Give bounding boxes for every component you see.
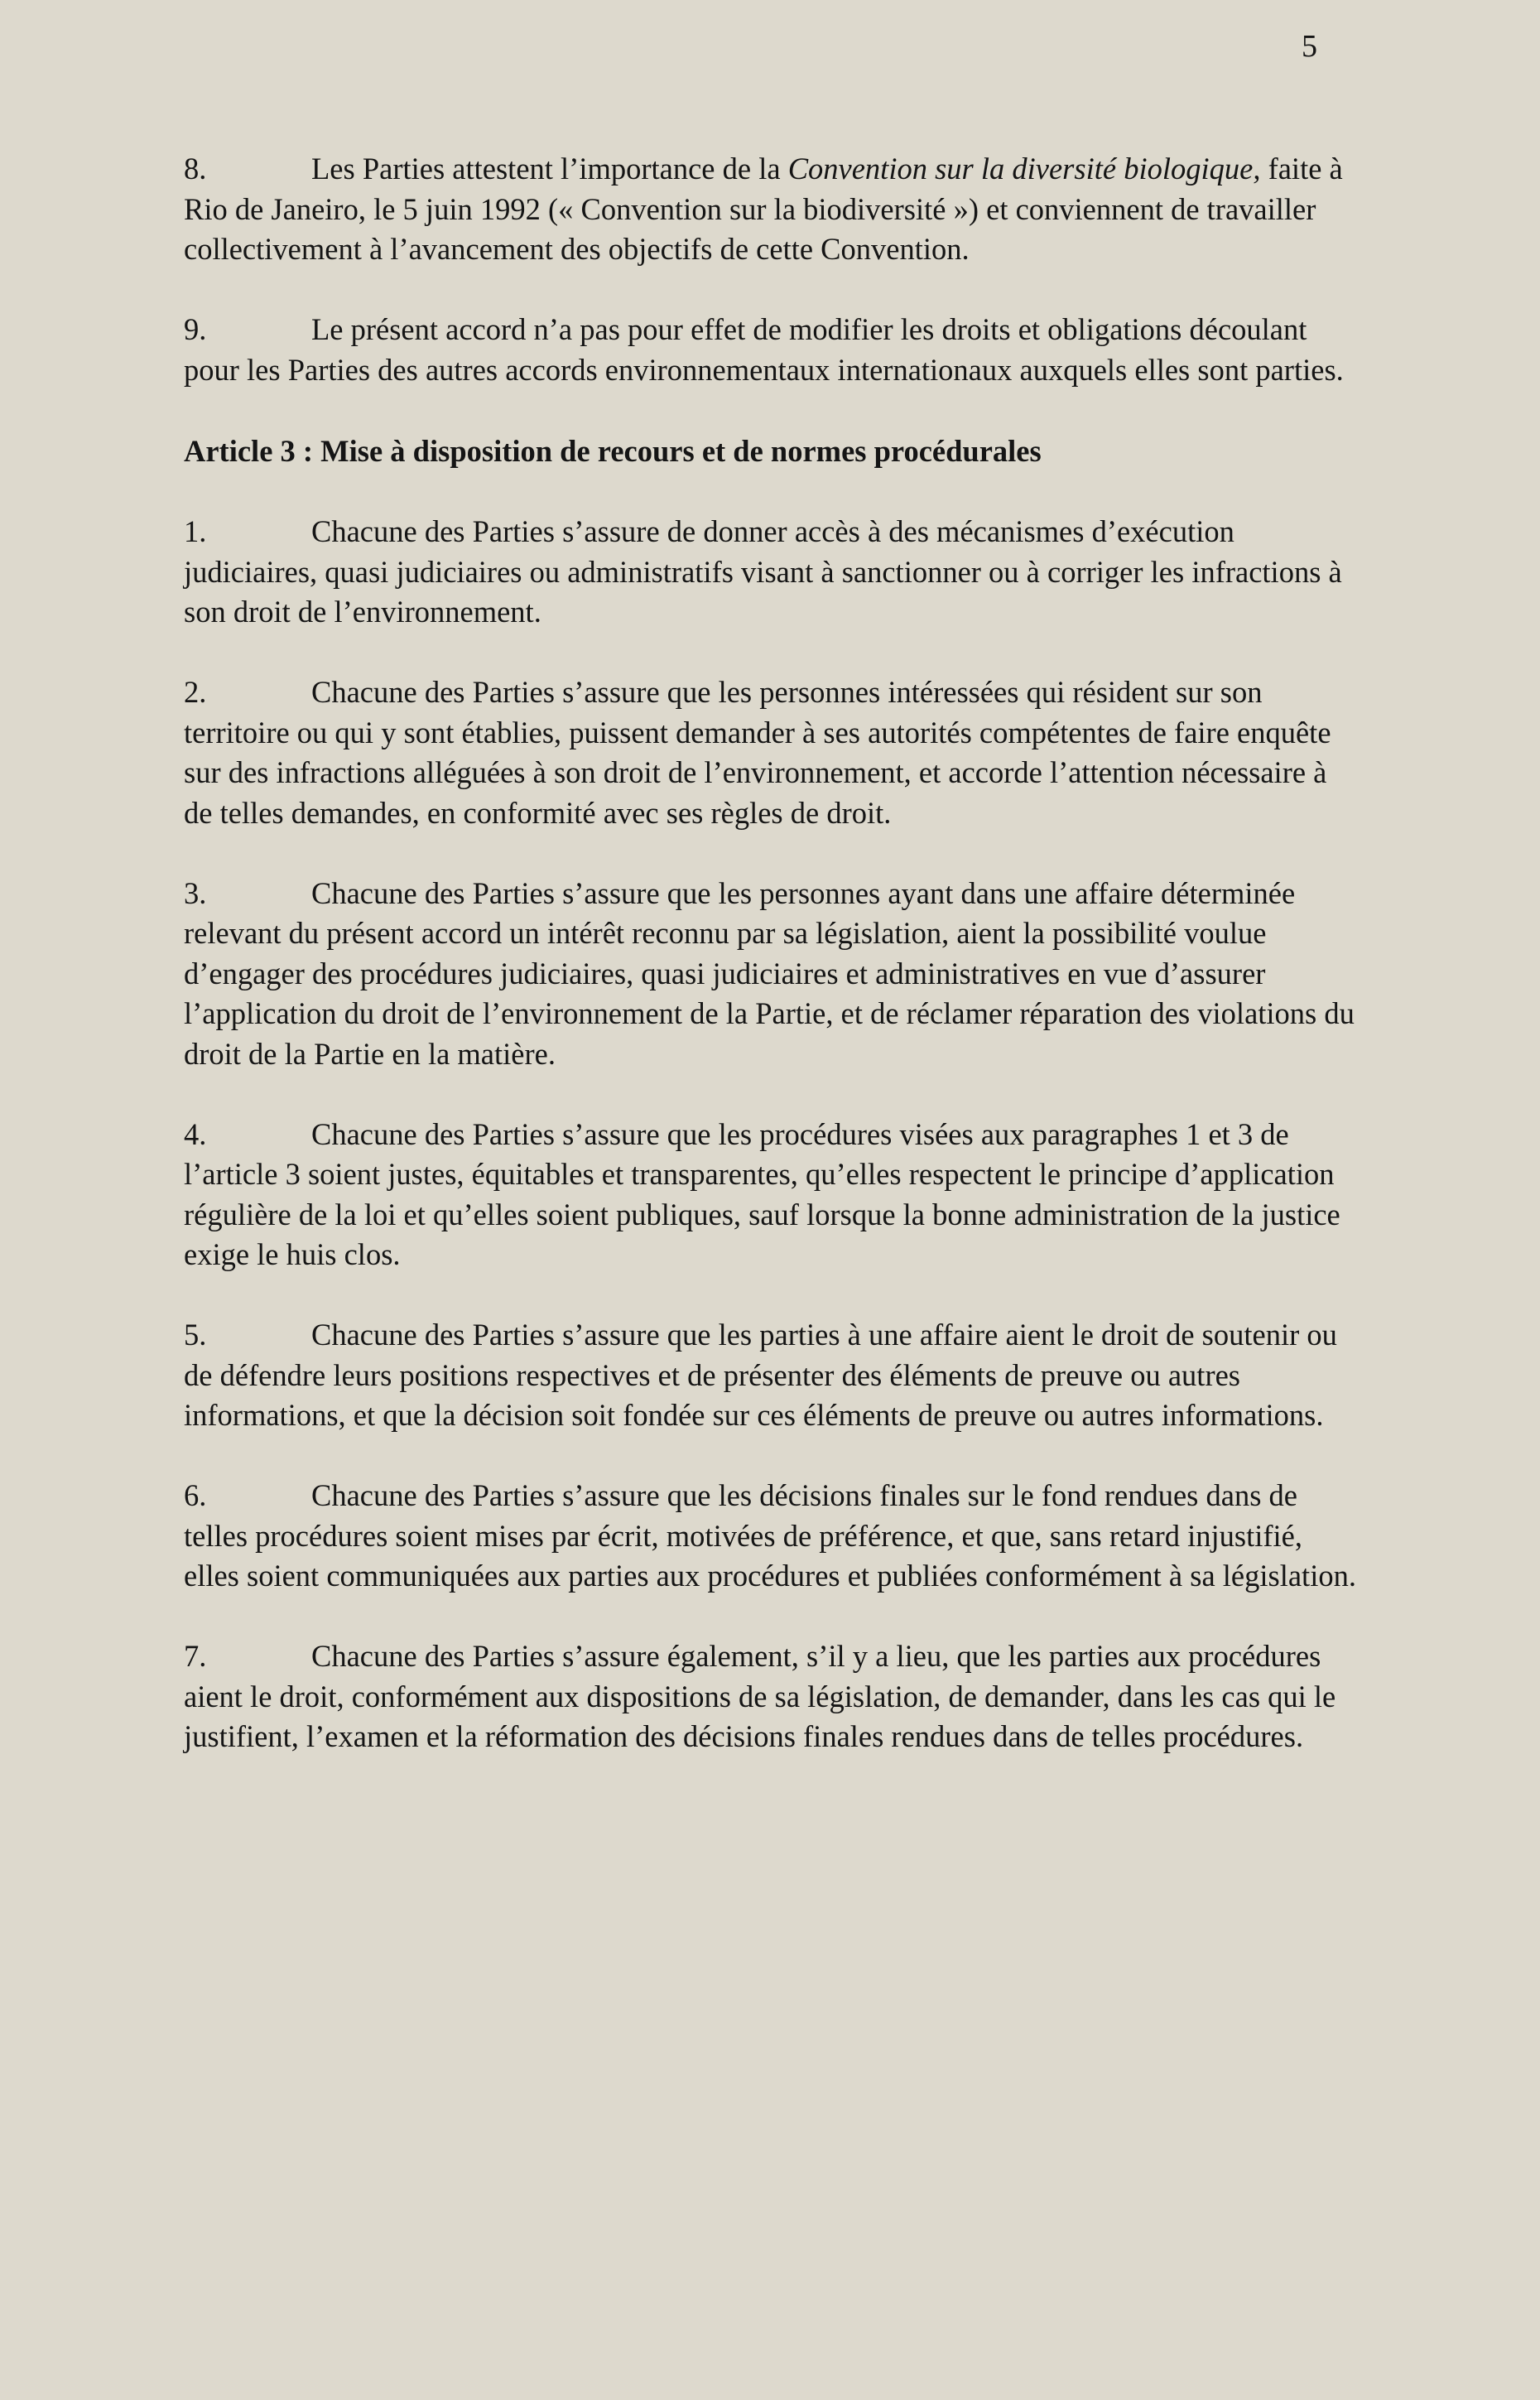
paragraph-number: 3. (184, 875, 207, 910)
paragraph-text: Chacune des Parties s’assure également, s’il y a lieu, que les parties aux procédures aient le droit, conformément aux dispositions de sa législation, de demander, dans les cas qui le justifient, l’examen et la réformation des décisions finales rendues dans de telles procédures. (184, 1639, 1336, 1753)
paragraph-number: 1. (184, 514, 207, 548)
convention-title: Convention sur la diversité biologique, (787, 152, 1261, 186)
paragraph-text: Chacune des Parties s’assure que les personnes ayant dans une affaire déterminée relevant du présent accord un intérêt reconnu par sa législation, aient la possibilité voulue d’engager des procédures judiciaires, quasi judiciaires et administratives en vue d’assurer l’application du droit de l’environnement de la Partie, et de réclamer réparation des violations du droit de la Partie en la matière. (184, 875, 1355, 1071)
paragraph-8 (184, 149, 1360, 270)
paragraph-text-end: faite à Rio de Janeiro, le 5 juin 1992 (« Convention sur la biodiversité ») et conviennent de travailler collectivement à l’avancement des objectifs de cette Convention. (184, 152, 1343, 266)
paragraph-9 (184, 310, 1360, 390)
paragraph-number: 5. (184, 1318, 207, 1352)
page-number: 5 (1302, 29, 1317, 64)
paragraph-text: Le présent accord n’a pas pour effet de modifier les droits et obligations découlant pour les Parties des autres accords environnementaux internationaux auxquels elles sont parties. (184, 312, 1344, 387)
article-paragraph-2 (184, 672, 1360, 833)
paragraph-text: Chacune des Parties s’assure que les parties à une affaire aient le droit de soutenir ou de défendre leurs positions respectives et de présenter des éléments de preuve ou autres informations, et que la décision soit fondée sur ces éléments de preuve ou autres informations. (184, 1318, 1337, 1432)
article-paragraph-5 (184, 1315, 1360, 1436)
paragraph-text-start: Les Parties attestent l’importance de la (311, 152, 788, 186)
paragraph-text: Chacune des Parties s’assure de donner accès à des mécanismes d’exécution judiciaires, quasi judiciaires ou administratifs visant à sanctionner ou à corriger les infractions à son droit de l’environnement. (184, 514, 1342, 629)
paragraph-number: 8. (184, 152, 207, 186)
article-paragraph-3 (184, 874, 1360, 1075)
paragraph-text: Chacune des Parties s’assure que les décisions finales sur le fond rendues dans de telles procédures soient mises par écrit, motivées de préférence, et que, sans retard injustifié, elles soient communiquées aux parties aux procédures et publiées conformément à sa législation. (184, 1478, 1356, 1593)
paragraph-number: 6. (184, 1478, 207, 1512)
article-paragraph-4 (184, 1115, 1360, 1275)
paragraph-number: 2. (184, 675, 207, 709)
paragraph-number: 7. (184, 1639, 207, 1673)
paragraph-number: 9. (184, 312, 207, 346)
article-heading: Article 3 : Mise à disposition de recours et de normes procédurales (184, 434, 1042, 468)
paragraph-number: 4. (184, 1116, 207, 1151)
article-paragraph-7 (184, 1636, 1360, 1757)
paragraph-text: Chacune des Parties s’assure que les personnes intéressées qui résident sur son territoire ou qui y sont établies, puissent demander à ses autorités compétentes de faire enquête sur des infractions alléguées à son droit de l’environnement, et accorde l’attention nécessaire à de telles demandes, en conformité avec ses règles de droit. (184, 675, 1331, 830)
paragraph-text: Chacune des Parties s’assure que les procédures visées aux paragraphes 1 et 3 de l’article 3 soient justes, équitables et transparentes, qu’elles respectent le principe d’application régulière de la loi et qu’elles soient publiques, sauf lorsque la bonne administration de la justice exige le huis clos. (184, 1116, 1340, 1271)
document-body (184, 149, 1360, 1797)
article-paragraph-1 (184, 512, 1360, 633)
article-paragraph-6 (184, 1476, 1360, 1597)
